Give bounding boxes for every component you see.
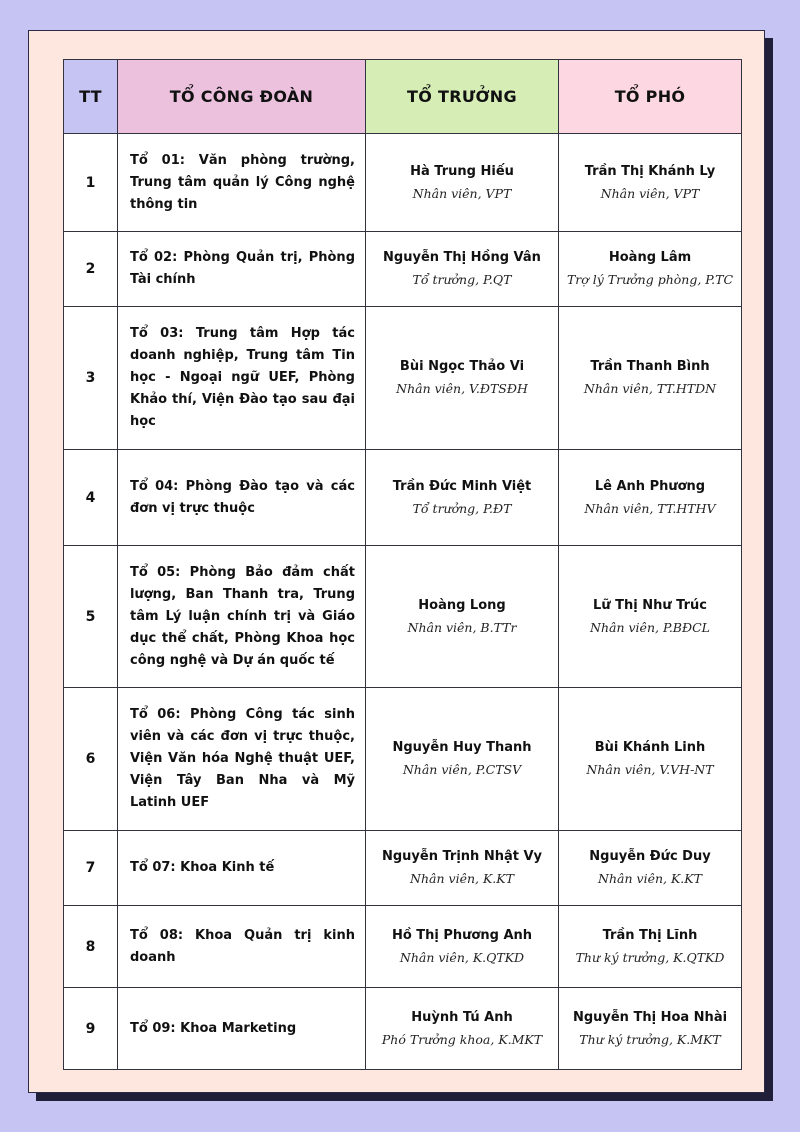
leader-name: Hoàng Long bbox=[418, 597, 506, 613]
table-row bbox=[64, 134, 742, 232]
table-header-row bbox=[64, 60, 742, 134]
unit-name: Tổ 09: Khoa Marketing bbox=[118, 988, 366, 1070]
row-number: 1 bbox=[64, 134, 118, 232]
row-number: 6 bbox=[64, 688, 118, 831]
row-number: 9 bbox=[64, 988, 118, 1070]
deputy-name: Lê Anh Phương bbox=[594, 478, 706, 494]
leader-cell bbox=[366, 134, 559, 232]
deputy-title: Nhân viên, VPT bbox=[600, 185, 700, 201]
leader-cell bbox=[366, 450, 559, 546]
leader-cell bbox=[366, 988, 559, 1070]
leader-name: Bùi Ngọc Thảo Vi bbox=[399, 359, 525, 374]
header-unit: TỔ CÔNG ĐOÀN bbox=[118, 60, 366, 134]
unit-name: Tổ 05: Phòng Bảo đảm chất lượng, Ban Thanh tra, Trung tâm Lý luận chính trị và Giáo dục thể chất, Phòng Khoa học công nghệ và Dự án quốc tế bbox=[118, 546, 366, 688]
table-row bbox=[64, 450, 742, 546]
leader-name: Nguyễn Huy Thanh bbox=[392, 740, 532, 755]
leader-cell bbox=[366, 831, 559, 906]
leader-cell bbox=[366, 688, 559, 831]
deputy-name: Nguyễn Đức Duy bbox=[589, 849, 711, 864]
deputy-cell bbox=[559, 450, 742, 546]
table-row bbox=[64, 906, 742, 988]
deputy-cell bbox=[559, 546, 742, 688]
header-leader: TỔ TRƯỞNG bbox=[366, 60, 559, 134]
deputy-name: Nguyễn Thị Hoa Nhài bbox=[572, 1009, 728, 1025]
leader-title: Nhân viên, P.CTSV bbox=[402, 762, 522, 777]
deputy-name: Trần Thị Khánh Ly bbox=[584, 163, 716, 179]
table-row bbox=[64, 232, 742, 307]
leader-cell bbox=[366, 232, 559, 307]
unit-name: Tổ 01: Văn phòng trường, Trung tâm quản lý Công nghệ thông tin bbox=[118, 134, 366, 232]
leader-title: Nhân viên, K.KT bbox=[410, 871, 514, 886]
leader-title: Nhân viên, B.TTr bbox=[407, 619, 517, 635]
leader-name: Hồ Thị Phương Anh bbox=[391, 927, 533, 943]
deputy-title: Nhân viên, P.BĐCL bbox=[590, 619, 710, 635]
deputy-title: Nhân viên, TT.HTHV bbox=[584, 500, 716, 516]
unit-name: Tổ 08: Khoa Quản trị kinh doanh bbox=[118, 906, 366, 988]
leader-title: Tổ trưởng, P.ĐT bbox=[412, 500, 512, 516]
deputy-title: Thư ký trưởng, K.QTKD bbox=[575, 949, 725, 965]
row-number: 5 bbox=[64, 546, 118, 688]
leader-name: Nguyễn Thị Hồng Vân bbox=[383, 250, 541, 265]
leader-title: Tổ trưởng, P.QT bbox=[412, 272, 512, 287]
leader-title: Nhân viên, V.ĐTSĐH bbox=[396, 381, 528, 396]
deputy-cell bbox=[559, 906, 742, 988]
row-number: 3 bbox=[64, 307, 118, 450]
deputy-title: Nhân viên, V.VH-NT bbox=[586, 762, 714, 777]
table-row bbox=[64, 688, 742, 831]
deputy-name: Hoàng Lâm bbox=[608, 250, 692, 265]
leader-name: Nguyễn Trịnh Nhật Vy bbox=[381, 849, 543, 864]
deputy-name: Trần Thanh Bình bbox=[590, 359, 710, 374]
union-groups-table bbox=[63, 59, 742, 1070]
row-number: 2 bbox=[64, 232, 118, 307]
header-deputy: TỔ PHÓ bbox=[559, 60, 742, 134]
deputy-cell bbox=[559, 988, 742, 1070]
leader-cell bbox=[366, 307, 559, 450]
deputy-cell bbox=[559, 688, 742, 831]
leader-name: Huỳnh Tú Anh bbox=[411, 1009, 513, 1025]
deputy-title: Nhân viên, TT.HTDN bbox=[583, 381, 717, 396]
deputy-title: Trợ lý Trưởng phòng, P.TC bbox=[566, 272, 734, 287]
unit-name: Tổ 06: Phòng Công tác sinh viên và các đơn vị trực thuộc, Viện Văn hóa Nghệ thuật UEF, Viện Tây Ban Nha và Mỹ Latinh UEF bbox=[118, 688, 366, 831]
leader-title: Nhân viên, K.QTKD bbox=[399, 949, 525, 965]
row-number: 7 bbox=[64, 831, 118, 906]
deputy-name: Lữ Thị Như Trúc bbox=[593, 597, 707, 613]
unit-name: Tổ 02: Phòng Quản trị, Phòng Tài chính bbox=[118, 232, 366, 307]
unit-name: Tổ 03: Trung tâm Hợp tác doanh nghiệp, Trung tâm Tin học - Ngoại ngữ UEF, Phòng Khảo thí, Viện Đào tạo sau đại học bbox=[118, 307, 366, 450]
table-row bbox=[64, 307, 742, 450]
leader-name: Trần Đức Minh Việt bbox=[392, 478, 532, 494]
deputy-cell bbox=[559, 134, 742, 232]
leader-cell bbox=[366, 546, 559, 688]
document-card bbox=[28, 30, 765, 1093]
leader-name: Hà Trung Hiếu bbox=[410, 163, 514, 179]
deputy-title: Nhân viên, K.KT bbox=[598, 871, 702, 886]
unit-name: Tổ 07: Khoa Kinh tế bbox=[118, 831, 366, 906]
unit-name: Tổ 04: Phòng Đào tạo và các đơn vị trực thuộc bbox=[118, 450, 366, 546]
row-number: 4 bbox=[64, 450, 118, 546]
leader-title: Nhân viên, VPT bbox=[412, 185, 512, 201]
row-number: 8 bbox=[64, 906, 118, 988]
table-row bbox=[64, 988, 742, 1070]
header-tt: TT bbox=[64, 60, 118, 134]
deputy-name: Trần Thị Lĩnh bbox=[602, 927, 698, 943]
table-row bbox=[64, 546, 742, 688]
deputy-cell bbox=[559, 831, 742, 906]
deputy-cell bbox=[559, 307, 742, 450]
deputy-title: Thư ký trưởng, K.MKT bbox=[579, 1031, 721, 1047]
leader-title: Phó Trưởng khoa, K.MKT bbox=[381, 1031, 543, 1047]
table-row bbox=[64, 831, 742, 906]
deputy-name: Bùi Khánh Linh bbox=[594, 740, 706, 755]
deputy-cell bbox=[559, 232, 742, 307]
leader-cell bbox=[366, 906, 559, 988]
